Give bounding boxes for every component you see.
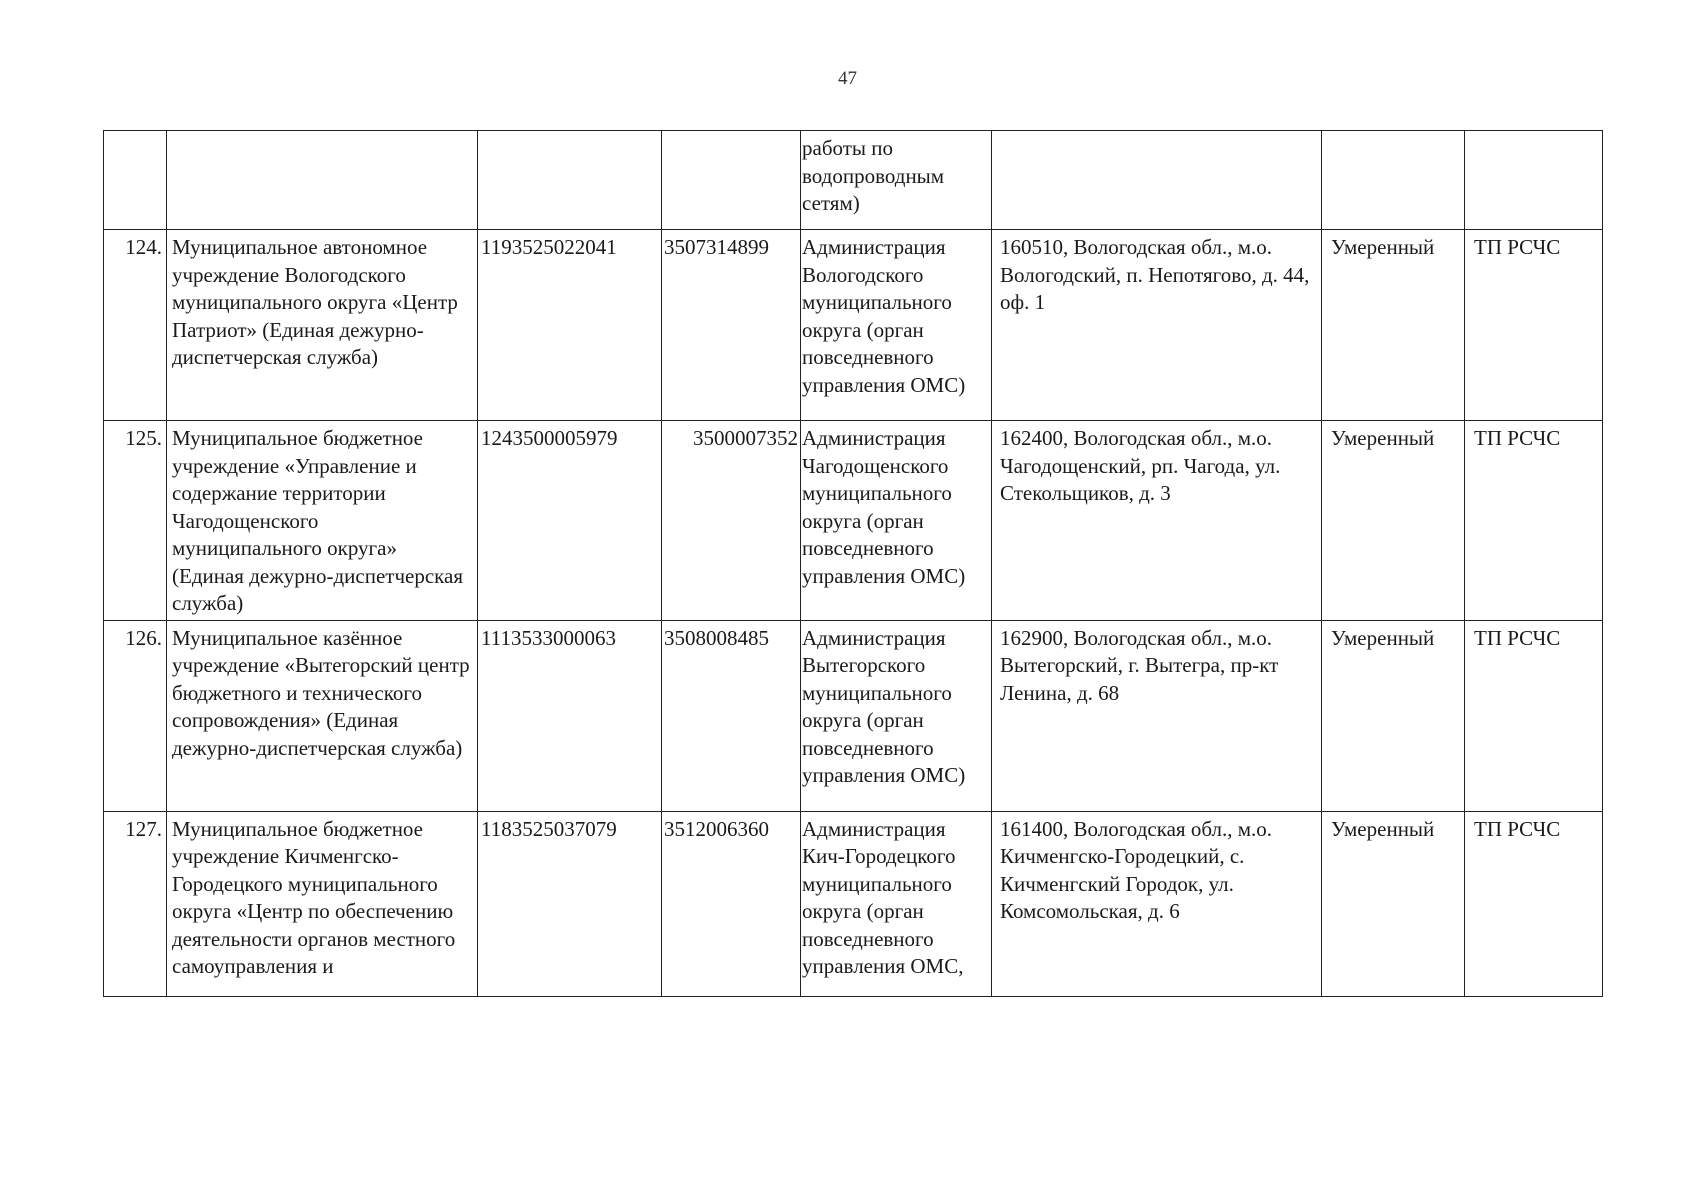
cell-address: 161400, Вологодская обл., м.о. Кичменгско-Городецкий, с. Кичменгский Городок, ул. Комсомольская, д. 6: [992, 811, 1322, 996]
cell-num: [104, 131, 167, 230]
cell-authority: Администрация Вологодского муниципального округа (орган повседневного управления ОМС): [801, 230, 992, 421]
table-row: [104, 230, 1603, 421]
cell-ogrn: 1243500005979: [478, 421, 662, 621]
cell-authority: Администрация Чагодощенского муниципального округа (орган повседневного управления ОМС): [801, 421, 992, 621]
table-row: [104, 811, 1603, 996]
cell-ogrn: 1193525022041: [478, 230, 662, 421]
cell-level: [1322, 131, 1465, 230]
cell-name: [167, 131, 478, 230]
cell-authority: Администрация Кич-Городецкого муниципального округа (орган повседневного управления ОМС,: [801, 811, 992, 996]
cell-address: 162400, Вологодская обл., м.о. Чагодощенский, рп. Чагода, ул. Стекольщиков, д. 3: [992, 421, 1322, 621]
cell-num: 126.: [104, 620, 167, 811]
cell-inn: 3512006360: [662, 811, 801, 996]
cell-ogrn: 1113533000063: [478, 620, 662, 811]
cell-address: 160510, Вологодская обл., м.о. Вологодский, п. Непотягово, д. 44, оф. 1: [992, 230, 1322, 421]
cell-num: 127.: [104, 811, 167, 996]
cell-num: 125.: [104, 421, 167, 621]
cell-inn: 3508008485: [662, 620, 801, 811]
cell-ogrn: [478, 131, 662, 230]
cell-subsystem: ТП РСЧС: [1465, 620, 1603, 811]
table-row: [104, 421, 1603, 621]
cell-level: Умеренный: [1322, 421, 1465, 621]
cell-subsystem: [1465, 131, 1603, 230]
cell-name: Муниципальное казённое учреждение «Вытегорский центр бюджетного и технического сопровождения» (Единая дежурно-диспетчерская служба): [167, 620, 478, 811]
organizations-table: [103, 130, 1603, 997]
cell-level: Умеренный: [1322, 230, 1465, 421]
cell-authority: Администрация Вытегорского муниципального округа (орган повседневного управления ОМС): [801, 620, 992, 811]
cell-address: 162900, Вологодская обл., м.о. Вытегорский, г. Вытегра, пр-кт Ленина, д. 68: [992, 620, 1322, 811]
cell-level: Умеренный: [1322, 811, 1465, 996]
cell-address: [992, 131, 1322, 230]
cell-level: Умеренный: [1322, 620, 1465, 811]
cell-subsystem: ТП РСЧС: [1465, 230, 1603, 421]
cell-name: Муниципальное бюджетное учреждение «Управление и содержание территории Чагодощенского муниципального округа» (Единая дежурно-диспетчерская служба): [167, 421, 478, 621]
page-number: 47: [838, 68, 857, 89]
cell-num: 124.: [104, 230, 167, 421]
cell-inn: [662, 131, 801, 230]
cell-subsystem: ТП РСЧС: [1465, 811, 1603, 996]
cell-authority: работы по водопроводным сетям): [801, 131, 992, 230]
table-row-continuation: [104, 131, 1603, 230]
cell-subsystem: ТП РСЧС: [1465, 421, 1603, 621]
table-row: [104, 620, 1603, 811]
cell-name: Муниципальное бюджетное учреждение Кичменгско-Городецкого муниципального округа «Центр по обеспечению деятельности органов местного самоуправления и: [167, 811, 478, 996]
cell-inn: 3500007352: [662, 421, 801, 621]
cell-ogrn: 1183525037079: [478, 811, 662, 996]
cell-inn: 3507314899: [662, 230, 801, 421]
cell-name: Муниципальное автономное учреждение Вологодского муниципального округа «Центр Патриот» (Единая дежурно-диспетчерская служба): [167, 230, 478, 421]
